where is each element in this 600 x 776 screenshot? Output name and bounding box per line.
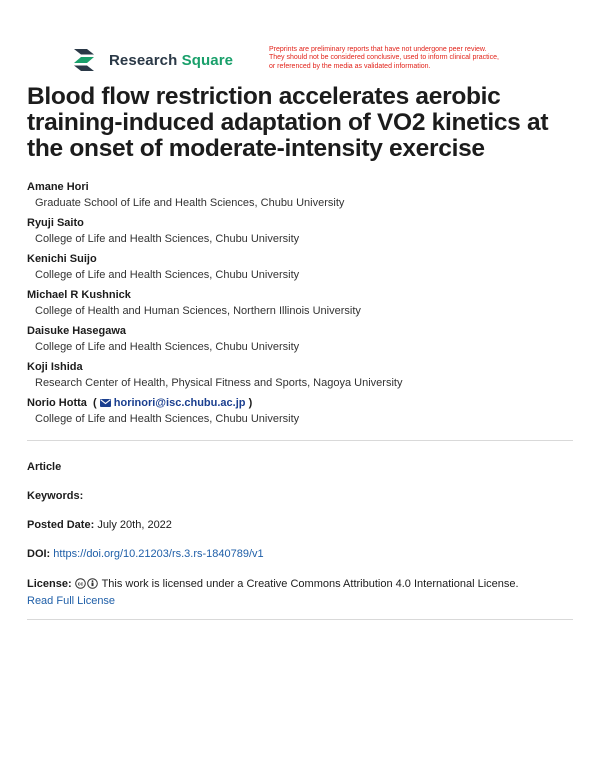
research-square-logo-icon — [74, 49, 102, 71]
preprint-notice — [269, 46, 569, 71]
author-name: Koji Ishida — [27, 361, 83, 373]
doi-link[interactable]: https://doi.org/10.21203/rs.3.rs-1840789/v1 — [53, 548, 264, 560]
read-full-license-link[interactable]: Read Full License — [27, 595, 116, 607]
license-label: License: — [27, 578, 72, 590]
author-affiliation: College of Life and Health Sciences, Chubu University — [35, 413, 300, 425]
author-entry — [27, 216, 573, 247]
posted-date-label: Posted Date: — [27, 519, 95, 531]
author-name: Amane Hori — [27, 181, 89, 193]
keywords — [27, 489, 83, 504]
author-entry — [27, 324, 573, 355]
doi — [27, 547, 264, 562]
author-entry — [27, 396, 573, 427]
paper-title: Blood flow restriction accelerates aerobic training-induced adaptation of VO2 kinetics at the onset of moderate-intensity exercise — [27, 83, 549, 162]
notice-line: They should not be considered conclusive, used to inform clinical practice, — [269, 54, 499, 62]
author-affiliation: Graduate School of Life and Health Sciences, Chubu University — [35, 197, 345, 209]
author-name: Kenichi Suijo — [27, 253, 97, 265]
keywords-label: Keywords: — [27, 490, 84, 502]
author-affiliation: College of Life and Health Sciences, Chubu University — [35, 233, 300, 245]
envelope-icon — [100, 399, 111, 407]
author-affiliation: College of Life and Health Sciences, Chubu University — [35, 341, 300, 353]
author-entry — [27, 252, 573, 283]
read-license — [27, 594, 115, 609]
posted-date — [27, 518, 172, 533]
author-email: horinori@isc.chubu.ac.jp — [113, 397, 246, 409]
author-name: Norio Hotta — [27, 397, 87, 409]
posted-date-value: July 20th, 2022 — [97, 519, 172, 531]
author-affiliation: College of Life and Health Sciences, Chubu University — [35, 269, 300, 281]
logo-text: Research Square — [109, 51, 234, 69]
cc-icon — [75, 578, 86, 589]
author-affiliation: Research Center of Health, Physical Fitness and Sports, Nagoya University — [35, 377, 403, 389]
author-entry — [27, 180, 573, 211]
author-entry — [27, 288, 573, 319]
author-name: Ryuji Saito — [27, 217, 84, 229]
author-name-with-email: Norio Hotta ( horinori@isc.chubu.ac.jp ) — [27, 397, 253, 409]
license — [27, 577, 519, 592]
author-name: Michael R Kushnick — [27, 289, 131, 301]
by-icon — [87, 578, 98, 589]
research-square-logo[interactable] — [74, 48, 233, 72]
author-list — [27, 180, 573, 432]
author-email-link[interactable] — [100, 397, 249, 409]
svg-text:cc: cc — [77, 581, 83, 588]
article-type: Article — [27, 461, 62, 473]
author-affiliation: College of Health and Human Sciences, Northern Illinois University — [35, 305, 361, 317]
divider — [27, 619, 573, 620]
notice-line: or referenced by the media as validated information. — [269, 62, 431, 70]
divider — [27, 440, 573, 441]
notice-line: Preprints are preliminary reports that have not undergone peer review. — [269, 46, 487, 53]
author-entry — [27, 360, 573, 391]
license-text: This work is licensed under a Creative Commons Attribution 4.0 International License. — [101, 578, 519, 590]
doi-label: DOI: — [27, 548, 51, 560]
author-name: Daisuke Hasegawa — [27, 325, 127, 337]
